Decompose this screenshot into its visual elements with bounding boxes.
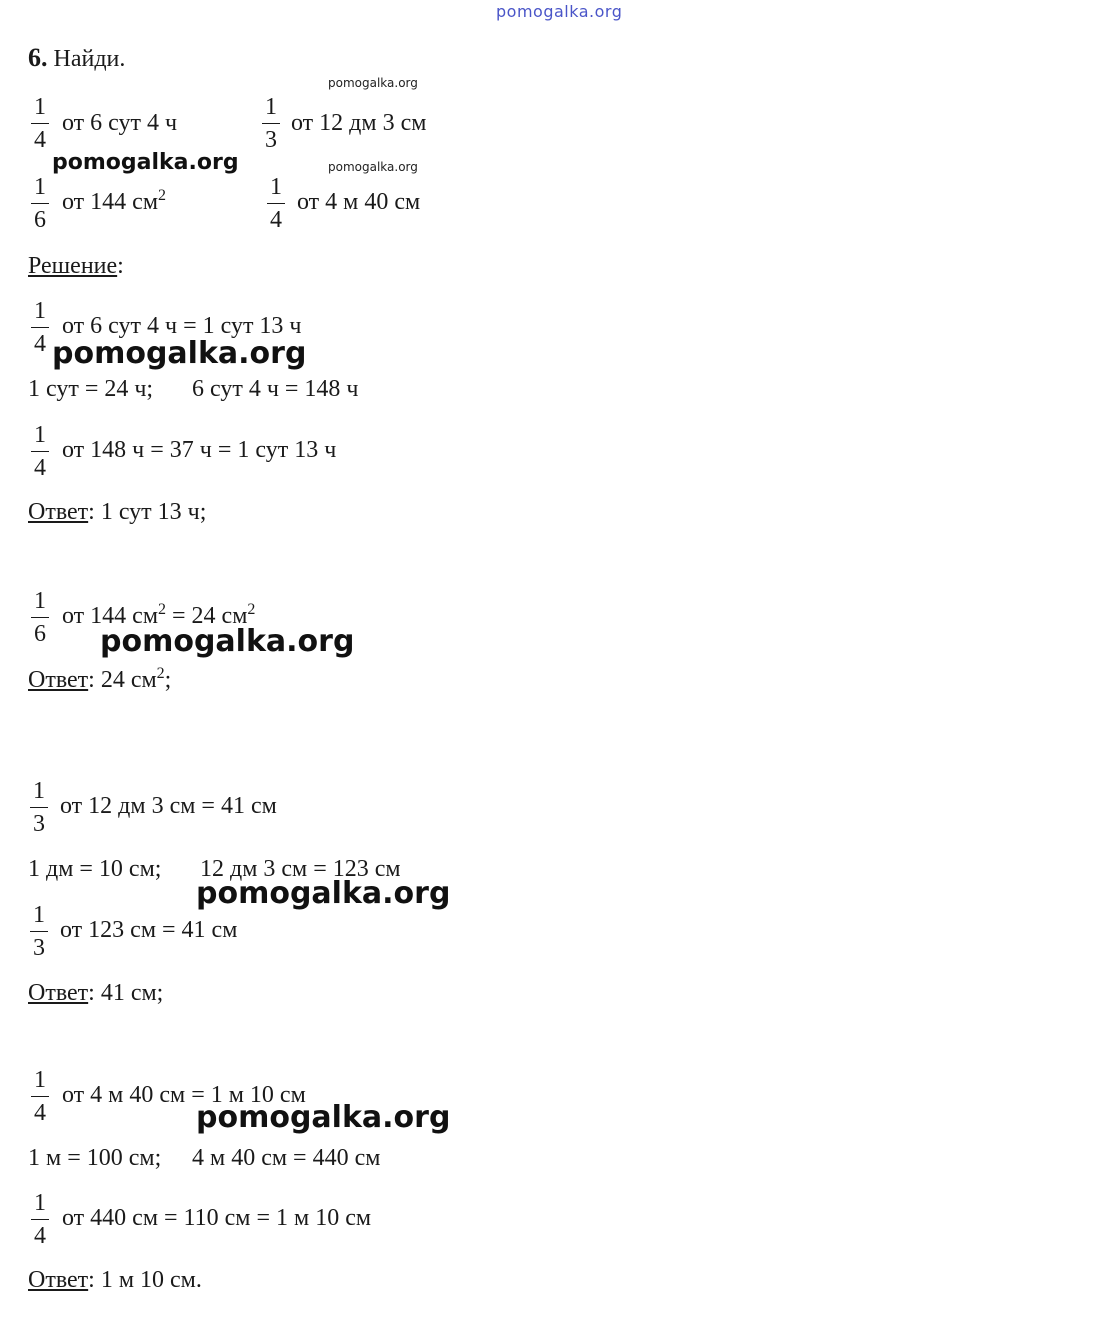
solution-line: 12 дм 3 см = 123 см xyxy=(200,856,401,882)
solution-line: от 12 дм 3 см = 41 см xyxy=(60,793,277,819)
fraction: 1 4 xyxy=(29,94,51,153)
task-number: 6. xyxy=(28,43,48,72)
task-heading xyxy=(28,44,125,73)
solution-line: 1 м = 100 см; xyxy=(28,1145,162,1171)
task-item-text: от 12 дм 3 см xyxy=(291,110,427,136)
watermark-medium: pomogalka.org xyxy=(52,150,239,175)
fraction: 1 4 xyxy=(29,1067,51,1126)
answer-line: Ответ: 1 м 10 см. xyxy=(28,1267,202,1293)
fraction: 1 4 xyxy=(29,1190,51,1249)
fraction: 1 4 xyxy=(265,174,287,233)
watermark-top: pomogalka.org xyxy=(496,2,623,21)
solution-line: от 6 сут 4 ч = 1 сут 13 ч xyxy=(62,313,302,339)
fraction: 1 4 xyxy=(29,422,51,481)
fraction: 1 6 xyxy=(29,588,51,647)
solution-line: 6 сут 4 ч = 148 ч xyxy=(192,376,359,402)
fraction: 1 3 xyxy=(28,902,50,961)
watermark-large: pomogalka.org xyxy=(100,624,355,659)
answer-line: Ответ: 1 сут 13 ч; xyxy=(28,499,207,525)
answer-line: Ответ: 41 см; xyxy=(28,980,164,1006)
fraction: 1 4 xyxy=(29,298,51,357)
watermark-large: pomogalka.org xyxy=(196,1100,451,1135)
task-item-text: от 6 сут 4 ч xyxy=(62,110,178,136)
solution-line: от 123 см = 41 см xyxy=(60,917,238,943)
fraction: 1 6 xyxy=(29,174,51,233)
solution-label: Решение: xyxy=(28,253,124,279)
answer-line: Ответ: 24 $см^2$; xyxy=(28,665,172,693)
solution-line: 4 м 40 см = 440 см xyxy=(192,1145,381,1171)
watermark-large: pomogalka.org xyxy=(196,876,451,911)
task-item-text: от 144 $см^2$ xyxy=(62,187,167,215)
solution-line: от 440 см = 110 см = 1 м 10 см xyxy=(62,1205,372,1231)
solution-line: от 4 м 40 см = 1 м 10 см xyxy=(62,1082,306,1108)
solution-line: 1 дм = 10 см; xyxy=(28,856,162,882)
watermark-small: pomogalka.org xyxy=(328,160,418,174)
watermark-large: pomogalka.org xyxy=(52,336,307,371)
solution-line: от 144 $см^2 = 24$ $см^2$ xyxy=(62,601,256,629)
task-item-text: от 4 м 40 см xyxy=(297,189,421,215)
solution-line: 1 сут = 24 ч; xyxy=(28,376,154,402)
solution-line: от 148 ч = 37 ч = 1 сут 13 ч xyxy=(62,437,337,463)
fraction: 1 3 xyxy=(28,778,50,837)
task-title: Найди. xyxy=(53,46,126,72)
fraction: 1 3 xyxy=(260,94,282,153)
watermark-small: pomogalka.org xyxy=(328,76,418,90)
